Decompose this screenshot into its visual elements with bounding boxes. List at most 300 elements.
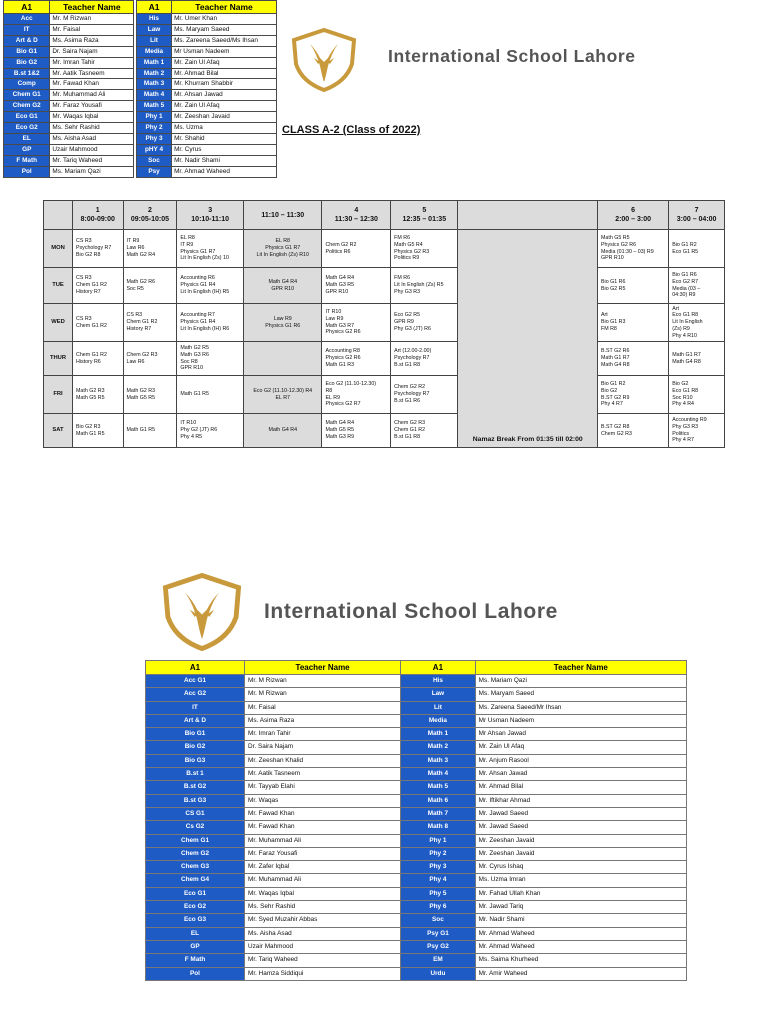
- teacher-name: Mr. Muhammad Ali: [245, 834, 401, 847]
- teacher-row: [4, 35, 277, 46]
- class-entry: Math G3 R6: [180, 351, 209, 358]
- period-time: 11:10 – 11:30: [261, 211, 305, 219]
- class-entry: CS R3: [76, 238, 92, 245]
- class-entry: Physics G2 R3: [394, 248, 430, 255]
- teacher-name: Mr. Zeeshan Javaid: [172, 112, 277, 123]
- teacher-row: [146, 834, 687, 847]
- day-row: [44, 230, 725, 268]
- teacher-name: Mr. Aatik Tasneem: [245, 768, 401, 781]
- teacher-row: [146, 768, 687, 781]
- class-entry: Math G4 R8: [600, 361, 630, 368]
- teacher-name: Mr. Faisal: [50, 24, 134, 35]
- timetable-cell: [73, 342, 124, 376]
- class-entry: Physics G1 R7: [265, 245, 301, 252]
- class-entry: Physics G1 R4: [180, 319, 216, 326]
- teacher-row: [146, 754, 687, 767]
- period-number: 5: [422, 207, 427, 214]
- class-entry: Art: [672, 305, 679, 312]
- teacher-table-small: [3, 0, 277, 178]
- class-entry: FM R6: [394, 275, 411, 282]
- day-row: [44, 342, 725, 376]
- subject-code: B.st G2: [146, 781, 245, 794]
- teacher-row: [146, 874, 687, 887]
- day-row: [44, 304, 725, 342]
- subject-code: Acc G1: [146, 675, 245, 688]
- subject-code: F Math: [146, 954, 245, 967]
- teacher-name: Mr. Fawad Khan: [50, 79, 134, 90]
- class-entry: Politics: [672, 430, 689, 437]
- period-header: [597, 201, 668, 230]
- teacher-name: Mr. Zain Ul Afaq: [172, 101, 277, 112]
- class-entry: CS R3: [126, 312, 143, 319]
- school-name: International School Lahore: [388, 46, 636, 66]
- subject-code: Math 4: [401, 768, 476, 781]
- period-number: 4: [354, 207, 359, 214]
- timetable-cell: [597, 304, 668, 342]
- timetable-cell: [177, 304, 244, 342]
- class-entry: Math G5 R5: [325, 427, 355, 434]
- class-entry: Media (03 –: [672, 285, 701, 292]
- subject-code: Phy 1: [136, 112, 171, 123]
- teacher-name: Mr. Ahmad Bilal: [475, 781, 686, 794]
- teacher-name: Mr. Ahmad Bilal: [172, 68, 277, 79]
- teacher-name: Ms. Zareena Saeed/Mr Ihsan: [475, 701, 686, 714]
- subject-code: Math 3: [401, 754, 476, 767]
- class-entry: Physics G1 R6: [265, 322, 301, 329]
- timetable-cell: [322, 414, 391, 448]
- class-timetable: [43, 200, 725, 448]
- class-entry: Phy 4 R5: [180, 433, 203, 440]
- class-entry: CS R3: [76, 275, 92, 282]
- period-number: 6: [631, 207, 636, 214]
- subject-code: Soc: [401, 914, 476, 927]
- day-label: MON: [44, 230, 73, 268]
- timetable-cell: [177, 342, 244, 376]
- subject-code: Math 5: [401, 781, 476, 794]
- period-header: [458, 201, 598, 230]
- teacher-row: [4, 79, 277, 90]
- class-entry: Phy G3 (JT) R6: [394, 325, 431, 332]
- teacher-name: Mr. Zeeshan Khalid: [245, 754, 401, 767]
- class-entry: Eco G1 R5: [672, 248, 699, 255]
- teacher-row: [146, 794, 687, 807]
- subject-code: Eco G2: [4, 123, 50, 134]
- teacher-name: Mr. Tariq Waheed: [50, 155, 134, 166]
- class-entry: EL R8: [180, 235, 195, 242]
- period-header: [73, 201, 124, 230]
- subject-code: Psy G2: [401, 940, 476, 953]
- class-entry: EL R7: [275, 394, 290, 401]
- subject-code: B.st G3: [146, 794, 245, 807]
- class-entry: History R7: [126, 325, 152, 332]
- timetable-cell: [322, 304, 391, 342]
- teacher-row: [4, 101, 277, 112]
- timetable-cell: [669, 342, 725, 376]
- class-entry: History R7: [76, 288, 101, 295]
- teacher-name: Mr. Ahmad Waheed: [475, 940, 686, 953]
- subject-code: Bio G2: [4, 57, 50, 68]
- class-entry: Psychology R7: [76, 245, 112, 252]
- timetable-cell: [123, 304, 177, 342]
- class-entry: EL R9: [325, 394, 341, 401]
- subject-code: Math 2: [136, 68, 171, 79]
- teacher-name: Mr. Zeeshan Javaid: [475, 847, 686, 860]
- teacher-row: [146, 847, 687, 860]
- teacher-table-full: [145, 660, 687, 981]
- timetable-cell: [391, 268, 458, 304]
- class-entry: Accounting R7: [180, 312, 215, 319]
- subject-code: EM: [401, 954, 476, 967]
- subject-code: Math 1: [136, 57, 171, 68]
- class-entry: Bio G2 R5: [600, 285, 626, 292]
- corner-cell: [44, 201, 73, 230]
- teacher-name: Mr. Syed Muzahir Abbas: [245, 914, 401, 927]
- class-entry: Phy G2 (JT) R6: [180, 427, 218, 434]
- teacher-name: Mr. Cyrus: [172, 144, 277, 155]
- subject-code: CS G1: [146, 807, 245, 820]
- teacher-row: [146, 887, 687, 900]
- teacher-name: Ms. Asima Raza: [50, 35, 134, 46]
- subject-code: Eco G1: [4, 112, 50, 123]
- teacher-name: Mr. Waqas Iqbal: [245, 887, 401, 900]
- class-entry: Math G4 R8: [672, 358, 701, 365]
- subject-code: Pol: [4, 166, 50, 177]
- period-time: 12:35 – 01:35: [402, 216, 447, 223]
- class-entry: Chem G1 R2: [394, 427, 426, 434]
- teacher-row: [146, 954, 687, 967]
- subject-code: EL: [4, 133, 50, 144]
- timetable-cell: [244, 342, 322, 376]
- class-entry: Chem G2 R2: [325, 241, 357, 248]
- class-entry: Eco G1 R8: [672, 387, 699, 394]
- class-entry: Lit In English: [672, 319, 703, 326]
- class-entry: Physics G2 R6: [325, 329, 361, 336]
- subject-code: Chem G3: [146, 861, 245, 874]
- teacher-row: [4, 46, 277, 57]
- header-teacher-name: Teacher Name: [475, 661, 686, 675]
- class-entry: EL R8: [275, 238, 290, 245]
- period-header: [123, 201, 177, 230]
- header-teacher-name: Teacher Name: [172, 1, 277, 14]
- timetable-cell: [73, 230, 124, 268]
- class-entry: Phy G3 R3: [672, 423, 699, 430]
- subject-code: IT: [146, 701, 245, 714]
- class-entry: Bio G1 R6: [600, 278, 626, 285]
- class-entry: Accounting R9: [672, 417, 707, 424]
- teacher-row: [4, 166, 277, 177]
- class-entry: Physics G2 R6: [600, 241, 637, 248]
- timetable-cell: [391, 414, 458, 448]
- timetable-cell: [123, 230, 177, 268]
- teacher-name: Mr Usman Nadeem: [475, 714, 686, 727]
- teacher-name: Mr. Aatik Tasneem: [50, 68, 134, 79]
- class-entry: Accounting R6: [180, 275, 215, 282]
- class-entry: Math G1 R3: [325, 361, 355, 368]
- teacher-row: [4, 68, 277, 79]
- teacher-row: [146, 675, 687, 688]
- class-entry: Law R6: [126, 358, 145, 365]
- teacher-name: Mr. Tariq Waheed: [245, 954, 401, 967]
- subject-code: B.st 1: [146, 768, 245, 781]
- teacher-name: Mr. Jawad Tariq: [475, 901, 686, 914]
- teacher-name: Uzair Mahmood: [50, 144, 134, 155]
- class-entry: Math G2 R3: [76, 387, 105, 394]
- teacher-name: Mr. Tayyab Elahi: [245, 781, 401, 794]
- period-header: [669, 201, 725, 230]
- period-time: 2:00 – 3:00: [615, 216, 651, 223]
- class-entry: Lit In English (Zs) R5: [394, 282, 444, 289]
- timetable-cell: [123, 376, 177, 414]
- subject-code: Math 6: [401, 794, 476, 807]
- subject-code: Art & D: [4, 35, 50, 46]
- subject-code: Chem G1: [4, 90, 50, 101]
- class-entry: B.ST G2 R9: [600, 394, 630, 401]
- subject-code: Soc: [136, 155, 171, 166]
- namaz-break-cell: Namaz Break From 01:35 till 02:00: [458, 230, 598, 448]
- subject-code: His: [136, 14, 171, 25]
- timetable-cell: [669, 376, 725, 414]
- class-entry: Bio G1 R2: [600, 381, 626, 388]
- class-entry: Art (12.00-2.00): [394, 348, 432, 355]
- teacher-name: Ms. Aisha Asad: [50, 133, 134, 144]
- class-entry: Eco G2 R5: [394, 312, 421, 319]
- class-entry: Math G2 R5: [180, 345, 209, 352]
- teacher-name: Ms. Mariam Qazi: [475, 675, 686, 688]
- teacher-row: [146, 861, 687, 874]
- teacher-name: Ms. Maryam Saeed: [172, 24, 277, 35]
- subject-code: Chem G1: [146, 834, 245, 847]
- teacher-name: Mr. Muhammad Ali: [50, 90, 134, 101]
- subject-code: Acc: [4, 14, 50, 25]
- timetable-cell: [177, 268, 244, 304]
- class-entry: (Zs) R9: [672, 325, 690, 332]
- subject-code: Phy 2: [136, 123, 171, 134]
- timetable-cell: [391, 230, 458, 268]
- subject-code: Math 2: [401, 741, 476, 754]
- subject-code: Media: [136, 46, 171, 57]
- subject-code: B.st 1&2: [4, 68, 50, 79]
- day-label: WED: [44, 304, 73, 342]
- class-entry: FM R8: [600, 325, 617, 332]
- period-time: 09:05-10:05: [130, 216, 169, 223]
- period-number: 7: [694, 207, 699, 214]
- timetable-cell: [597, 414, 668, 448]
- teacher-name: Ms. Zareena Saeed/Ms Ihsan: [172, 35, 277, 46]
- subject-code: Math 8: [401, 821, 476, 834]
- subject-code: EL: [146, 927, 245, 940]
- teacher-row: [146, 821, 687, 834]
- class-entry: Lit In English (Zs) 10: [180, 255, 229, 262]
- class-entry: B.st G1 R8: [394, 433, 421, 440]
- class-entry: History R6: [76, 358, 101, 365]
- teacher-name: Mr. Zain Ul Afaq: [172, 57, 277, 68]
- class-entry: Math G1 R5: [76, 430, 105, 437]
- class-entry: Physics G1 R7: [180, 248, 216, 255]
- day-row: [44, 414, 725, 448]
- period-header-row: [44, 201, 725, 230]
- class-entry: Lit In English (IH) R5: [180, 288, 230, 295]
- timetable-cell: [391, 304, 458, 342]
- class-entry: Bio G1 R6: [672, 272, 697, 279]
- period-header: [244, 201, 322, 230]
- teacher-name: Mr. Nadir Shami: [475, 914, 686, 927]
- teacher-row: [4, 90, 277, 101]
- timetable-cell: [669, 268, 725, 304]
- period-number: 3: [208, 207, 213, 214]
- subject-code: Lit: [136, 35, 171, 46]
- class-entry: FM R6: [394, 235, 411, 242]
- teacher-name: Mr Ahsan Jawad: [475, 728, 686, 741]
- class-entry: Math G3 R9: [325, 433, 355, 440]
- class-entry: Soc R8: [180, 358, 198, 365]
- teacher-name: Mr. Hamza Siddiqui: [245, 967, 401, 980]
- teacher-name: Mr. Faraz Yousafi: [245, 847, 401, 860]
- timetable-cell: [597, 268, 668, 304]
- subject-code: Lit: [401, 701, 476, 714]
- class-entry: 04:30) R9: [672, 292, 696, 299]
- teacher-name: Mr. Khurram Shabbir: [172, 79, 277, 90]
- class-entry: Eco G1 R8: [672, 312, 699, 319]
- class-entry: Soc R10: [672, 394, 693, 401]
- period-header: [177, 201, 244, 230]
- subject-code: Chem G2: [4, 101, 50, 112]
- timetable-cell: [597, 342, 668, 376]
- timetable-cell: [244, 304, 322, 342]
- subject-code: Phy 1: [401, 834, 476, 847]
- class-entry: Phy 4 R4: [672, 401, 695, 408]
- school-shield-logo: [290, 28, 358, 92]
- subject-code: Law: [401, 688, 476, 701]
- teacher-name: Ms. Asima Raza: [245, 714, 401, 727]
- class-entry: Math G5 R4: [394, 241, 423, 248]
- period-time: 10:10-11:10: [191, 216, 230, 223]
- period-time: 11:30 – 12:30: [334, 216, 378, 223]
- timetable-cell: [597, 230, 668, 268]
- class-entry: GPR R10: [180, 365, 204, 372]
- subject-code: Eco G2: [146, 901, 245, 914]
- teacher-name: Ms. Uzma Imran: [475, 874, 686, 887]
- teacher-name: Ms. Sehr Rashid: [50, 123, 134, 134]
- class-entry: Accounting R8: [325, 348, 360, 355]
- subject-code: Eco G1: [146, 887, 245, 900]
- subject-code: Law: [136, 24, 171, 35]
- teacher-row: [146, 688, 687, 701]
- class-entry: Math G4 R4: [268, 278, 298, 285]
- timetable-cell: [597, 376, 668, 414]
- teacher-row: [4, 112, 277, 123]
- period-header: [322, 201, 391, 230]
- class-entry: Lit In English (Zs) R10: [256, 251, 309, 258]
- subject-code: Phy 5: [401, 887, 476, 900]
- day-label: SAT: [44, 414, 73, 448]
- period-time: 3:00 – 04:00: [676, 216, 717, 223]
- subject-code: Phy 2: [401, 847, 476, 860]
- timetable-cell: [244, 414, 322, 448]
- class-entry: IT R9: [126, 238, 140, 245]
- class-entry: Math G4 R4: [325, 420, 355, 427]
- day-label: FRI: [44, 376, 73, 414]
- teacher-row: [146, 927, 687, 940]
- subject-code: His: [401, 675, 476, 688]
- class-entry: Chem G1 R2: [76, 351, 107, 358]
- class-entry: R8: [325, 387, 333, 394]
- subject-code: Media: [401, 714, 476, 727]
- teacher-name: Mr. Fawad Khan: [245, 807, 401, 820]
- timetable-cell: [391, 376, 458, 414]
- period-number: 1: [95, 207, 100, 214]
- class-entry: IT R9: [180, 241, 194, 248]
- class-entry: Chem G1 R2: [76, 322, 107, 329]
- teacher-row: [146, 781, 687, 794]
- subject-code: Psy G1: [401, 927, 476, 940]
- class-entry: Politics R9: [394, 255, 420, 262]
- teacher-name: Mr. Cyrus Ishaq: [475, 861, 686, 874]
- subject-code: Bio G1: [146, 728, 245, 741]
- teacher-name: Mr. Faisal: [245, 701, 401, 714]
- teacher-name: Mr. M Rizwan: [50, 14, 134, 25]
- class-entry: Chem G2 R3: [126, 351, 158, 358]
- timetable-cell: [669, 304, 725, 342]
- class-entry: Law R6: [126, 245, 145, 252]
- teacher-name: Mr. Jawad Saeed: [475, 807, 686, 820]
- teacher-row: [4, 24, 277, 35]
- timetable-cell: [669, 414, 725, 448]
- teacher-row: [146, 701, 687, 714]
- header-teacher-name: Teacher Name: [245, 661, 401, 675]
- teacher-name: Mr Usman Nadeem: [172, 46, 277, 57]
- timetable-cell: [669, 230, 725, 268]
- teacher-name: Mr. Amir Waheed: [475, 967, 686, 980]
- teacher-name: Mr. Ahsan Jawad: [475, 768, 686, 781]
- subject-code: Pol: [146, 967, 245, 980]
- teacher-name: Mr. M Rizwan: [245, 688, 401, 701]
- class-entry: Physics G2 R7: [325, 401, 361, 408]
- timetable-cell: [177, 376, 244, 414]
- class-entry: Bio G1 R2: [672, 241, 697, 248]
- subject-code: Math 5: [136, 101, 171, 112]
- subject-code: F Math: [4, 155, 50, 166]
- subject-code: Eco G3: [146, 914, 245, 927]
- class-entry: Math G2 R4: [126, 251, 156, 258]
- teacher-name: Mr. Nadir Shami: [172, 155, 277, 166]
- subject-code: pHY 4: [136, 144, 171, 155]
- subject-code: Comp: [4, 79, 50, 90]
- teacher-name: Mr. M Rizwan: [245, 675, 401, 688]
- subject-code: Psy: [136, 166, 171, 177]
- school-name: International School Lahore: [264, 600, 558, 623]
- class-entry: Bio G2 R3: [76, 423, 101, 430]
- subject-code: Math 3: [136, 79, 171, 90]
- class-entry: GPR R9: [394, 319, 414, 326]
- subject-code: Chem G2: [146, 847, 245, 860]
- class-entry: Art: [600, 312, 608, 319]
- teacher-row: [4, 155, 277, 166]
- timetable-cell: [123, 342, 177, 376]
- timetable-cell: [73, 376, 124, 414]
- teacher-row: [4, 57, 277, 68]
- class-entry: Eco G2 (11.10-12.30) R4: [253, 387, 313, 394]
- teacher-name: Ms. Sehr Rashid: [245, 901, 401, 914]
- class-entry: GPR R10: [325, 288, 349, 295]
- class-entry: CS R3: [76, 315, 92, 322]
- teacher-row: [4, 123, 277, 134]
- period-time: 8:00-09:00: [80, 216, 115, 223]
- teacher-name: Mr. Waqas Iqbal: [50, 112, 134, 123]
- class-entry: IT R10: [180, 420, 197, 427]
- header-teacher-name: Teacher Name: [50, 1, 134, 14]
- timetable-cell: [322, 268, 391, 304]
- subject-code: GP: [146, 940, 245, 953]
